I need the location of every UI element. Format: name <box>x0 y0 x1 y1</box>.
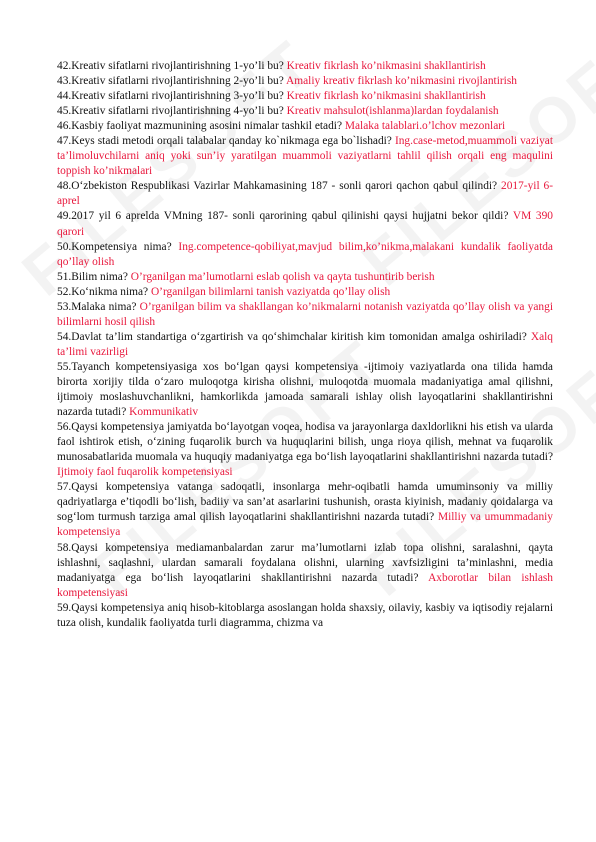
question-item <box>57 601 553 631</box>
answer-text: Xalq ta’limi vazirligi <box>57 330 553 358</box>
answer-text: VM 390 qarori <box>57 210 553 238</box>
question-text: 51.Bilim nima? <box>57 270 131 283</box>
question-item <box>57 285 553 300</box>
question-text: 55.Tayanch kompetensiyasiga xos bo‘lgan qaysi kompetensiya -ijtimoiy vaziyatlarda ona tilida hamda birorta xorijiy tilda o‘zaro muloqotga kirisha olishni, muloqotda muomala madaniyatiga amal qilishni, ijtimoiy moslashuvchanlikni, hamkorlikda jamoada samarali ishlay olish layoqatlarini shakllantirishni nazarda tutadi? <box>57 360 553 419</box>
answer-text: Amaliy kreativ fikrlash ko’nikmasini rivojlantirish <box>286 75 517 88</box>
question-item <box>57 59 553 74</box>
question-item <box>57 134 553 179</box>
question-text: 56.Qaysi kompetensiya jamiyatda bo‘layotgan voqea, hodisa va jarayonlarga daxldorlikni his etish va ularda faol ishtirok etish, o‘zining fuqarolik burch va huquqlarini bilish, unga rioya qilish, mehnat va fuqarolik munosabatlarida muomala va huquqiy madaniyatga ega bo‘lish layoqatlarini shakllantirishni nazarda tutadi? <box>57 421 553 464</box>
question-text: 44.Kreativ sifatlarni rivojlantirishning 3-yo’li bu? <box>57 90 287 103</box>
question-text: 42.Kreativ sifatlarni rivojlantirishning 1-yo’li bu? <box>57 60 287 72</box>
question-item <box>57 104 553 119</box>
question-text: 48.O‘zbekiston Respublikasi Vazirlar Mahkamasining 187 - sonli qarori qachon qabul qilindi? <box>57 180 502 193</box>
answer-text: Milliy va umummadaniy kompetensiya <box>57 511 553 539</box>
question-text: 59.Qaysi kompetensiya aniq hisob-kitoblarga asoslangan holda shaxsiy, oilaviy, kasbiy va iqtisodiy rejalarni tuza olish, kundalik faoliyatda turli diagramma, chizma va <box>57 601 553 629</box>
question-item <box>57 74 553 89</box>
answer-text: O’rganilgan bilimlarni tanish vaziyatda qo’llay olish <box>150 285 391 298</box>
question-text: 45.Kreativ sifatlarni rivojlantirishning 4-yo’li bu? <box>57 105 287 118</box>
question-text: 50.Kompetensiya nima? <box>57 240 179 253</box>
question-item <box>57 300 553 330</box>
question-text: 52.Ko‘nikma nima? <box>57 285 151 298</box>
answer-text: 2017-yil 6-aprel <box>57 180 553 208</box>
question-text: 46.Kasbiy faoliyat mazmunining asosini nimalar tashkil etadi? <box>57 120 345 133</box>
question-text: 58.Qaysi kompetensiya mediamanbalardan zarur ma’lumotlarni izlab topa olishni, saralashni, qayta ishlashni, saqlashni, ulardan samarali foydalana olishni, ularning xavfsizligini ta’minlashni, media madaniyatga ega bo‘lish layoqatlarini shakllantirishni nazarda tutadi? <box>57 541 553 584</box>
answer-text: Ing.competence-qobiliyat,mavjud bilim,ko’nikma,malakani kundalik faoliyatda qo’llay olish <box>57 240 553 268</box>
question-item <box>57 480 553 540</box>
question-item <box>57 330 553 360</box>
question-item <box>57 270 553 285</box>
answer-text: Axborotlar bilan ishlash kompetensiyasi <box>57 571 554 599</box>
document-body <box>57 59 553 631</box>
question-text: 43.Kreativ sifatlarni rivojlantirishning 2-yo’li bu? <box>57 75 287 88</box>
question-text: 57.Qaysi kompetensiya vatanga sadoqatli, insonlarga mehr-oqibatli hamda umuminsoniy va milliy qadriyatlarga e’tiqodli bo‘lish, badiiy va san’at asarlarini tushunish, orasta kiyinish, madaniy qoidalarga va sog‘lom turmush tarziga amal qilish layoqatlarini shakllantirishni nazarda tutadi? <box>57 481 553 524</box>
question-item <box>57 240 553 270</box>
question-item <box>57 209 553 239</box>
answer-text: Malaka talablari.o’lchov mezonlari <box>344 120 506 133</box>
answer-text: O’rganilgan ma’lumotlarni eslab qolish va qayta tushuntirib berish <box>130 270 435 283</box>
question-text: 49.2017 yil 6 aprelda VMning 187- sonli qarorining qabul qilinishi qaysi hujjatni bekor qildi? <box>57 210 513 223</box>
question-text: 47.Keys stadi metodi orqali talabalar qanday ko`nikmaga ega bo`lishadi? <box>57 135 395 148</box>
answer-text: Kreativ fikrlash ko’nikmasini shakllantirish <box>286 60 486 72</box>
question-item <box>57 360 553 420</box>
question-text: 53.Malaka nima? <box>57 300 140 313</box>
question-item <box>57 179 553 209</box>
answer-text: Kommunikativ <box>129 406 199 419</box>
question-text: 54.Davlat ta’lim standartiga o‘zgartirish va qo‘shimchalar kiritish kim tomonidan amalga oshiriladi? <box>57 330 531 343</box>
answer-text: Kreativ mahsulot(ishlanma)lardan foydalanish <box>286 105 499 118</box>
answer-text: Kreativ fikrlash ko’nikmasini shakllantirish <box>286 90 486 103</box>
question-item <box>57 541 553 601</box>
question-item <box>57 420 553 480</box>
answer-text: Ijtimoiy faol fuqarolik kompetensiyasi <box>57 466 233 479</box>
question-item <box>57 119 553 134</box>
question-item <box>57 89 553 104</box>
answer-text: O’rganilgan bilim va shakllangan ko’nikmalarni notanish vaziyatda qo’llay olish va yangi bilimlarni hosil qilish <box>57 300 553 328</box>
answer-text: Ing.case-metod,muammoli vaziyat ta’limoluvchilarni aniq yoki sun’iy yaratilgan muammoli vaziyatlarni tahlil qilish orqali eng maqulini toppish ko’nikmalari <box>57 135 553 178</box>
